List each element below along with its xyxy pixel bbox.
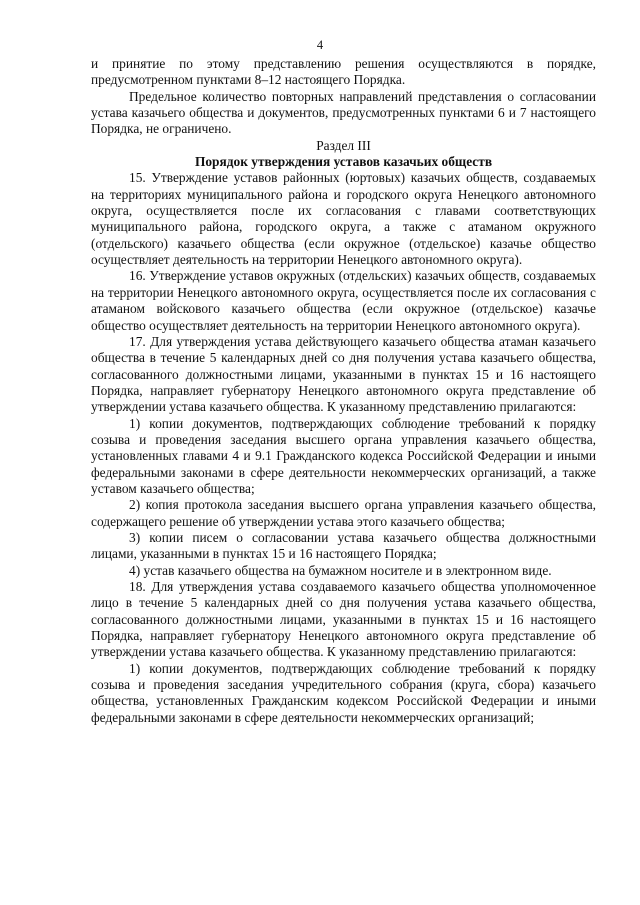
document-body [91,56,596,726]
paragraph-resubmission-limit: Предельное количество повторных направлений представления о согласовании устава казачьего общества и документов, предусмотренных пунктами 6 и 7 настоящего Порядка, не ограничено. [91,88,596,137]
section-label: Раздел III [316,137,371,153]
paragraph-17: 17. Для утверждения устава действующего казачьего общества атаман казачьего общества в течение 5 календарных дней со дня получения устава казачьего общества, согласованного должностными лицами, указанными в пунктах 15 и 16 настоящего Порядка, направляет губернатору Ненецкого автономного округа представление об утверждении устава казачьего общества. К указанному представлению прилагаются: [91,333,596,415]
page-number: 4 [316,38,324,52]
paragraph-17-item-1: 1) копии документов, подтверждающих соблюдение требований к порядку созыва и проведения заседания высшего органа управления казачьего общества, установленных главами 4 и 9.1 Гражданского кодекса Российской Федерации и иными федеральными законами в сфере деятельности некоммерческих организаций, а также уставом казачьего общества; [91,415,596,496]
paragraph-17-item-4: 4) устав казачьего общества на бумажном носителе и в электронном виде. [129,562,552,578]
paragraph-18-item-1: 1) копии документов, подтверждающих соблюдение требований к порядку созыва и проведения заседания учредительного собрания (круга, сбора) казачьего общества, установленных Гражданским кодексом Российской Федерации и иными федеральными законами в сфере деятельности некоммерческих организаций; [91,660,596,725]
paragraph-16: 16. Утверждение уставов окружных (отдельских) казачьих обществ, создаваемых на территории Ненецкого автономного округа, осуществляется после их согласования с атаманом войскового казачьего общества (если окружное (отдельское) казачье общество осуществляет деятельность на территории Ненецкого автономного округа). [91,268,596,333]
paragraph-15: 15. Утверждение уставов районных (юртовых) казачьих обществ, создаваемых на территориях муниципального района и городского округа Ненецкого автономного округа, осуществляется после их согласования с главами соответствующих муниципального района, городского округа, а также с атаманом окружного (отдельского) казачьего общества (если окружное (отдельское) казачье общество осуществляет деятельность на территории Ненецкого автономного округа). [91,170,596,268]
paragraph-17-item-2: 2) копия протокола заседания высшего органа управления казачьего общества, содержащего решение об утверждении устава этого казачьего общества; [91,497,596,529]
section-title: Порядок утверждения уставов казачьих обществ [194,154,493,170]
paragraph-continuation: и принятие по этому представлению решения осуществляются в порядке, предусмотренном пунктами 8–12 настоящего Порядка. [91,56,596,88]
paragraph-17-item-3: 3) копии писем о согласовании устава казачьего общества должностными лицами, указанными в пунктах 15 и 16 настоящего Порядка; [91,529,596,562]
paragraph-18: 18. Для утверждения устава создаваемого казачьего общества уполномоченное лицо в течение 5 календарных дней со дня получения устава казачьего общества, согласованного должностными лицами, указанными в пунктах 15 и 16 настоящего Порядка, направляет губернатору Ненецкого автономного округа представление об утверждении устава казачьего общества. К указанному представлению прилагаются: [91,579,596,660]
